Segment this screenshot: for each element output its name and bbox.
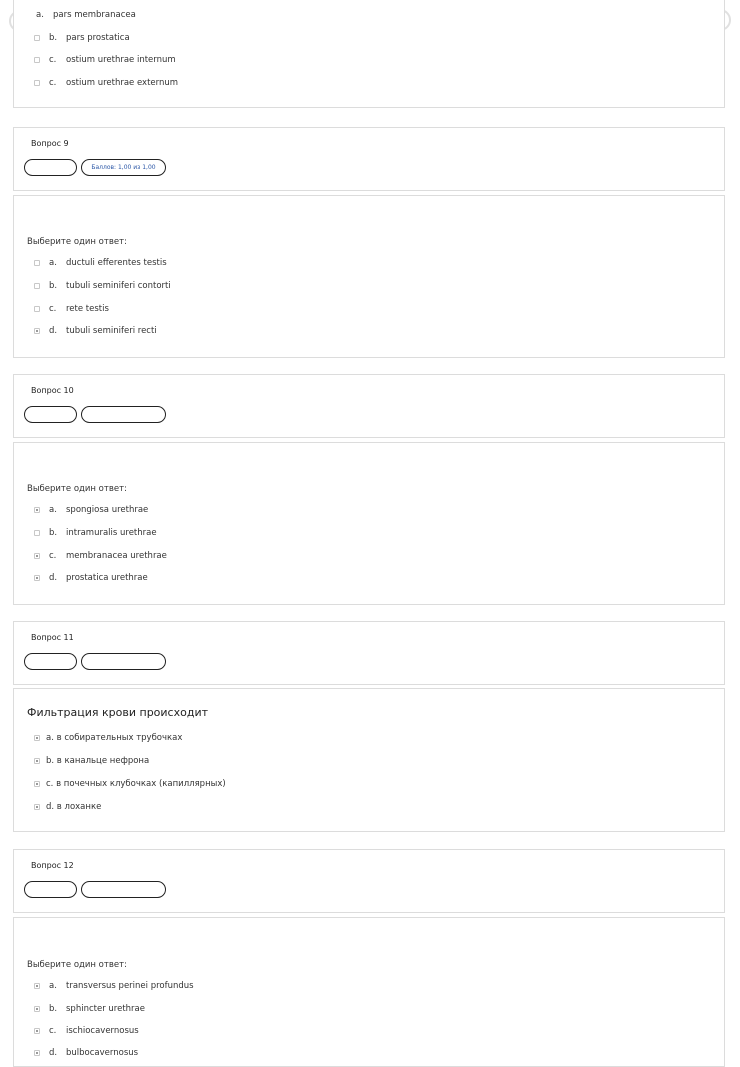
q11-option-b[interactable]: b. в канальце нефрона [34, 755, 149, 767]
q12-flag-button[interactable] [24, 881, 77, 898]
q9-flag-button[interactable] [24, 159, 77, 176]
q10-option-a[interactable]: a. spongiosa urethrae [34, 504, 148, 516]
q12-option-c[interactable]: c. ischiocavernosus [34, 1025, 139, 1037]
q10-answer-card [13, 442, 725, 605]
q11-option-a[interactable]: a. в собирательных трубочках [34, 732, 182, 744]
q10-radio-b[interactable] [34, 530, 40, 536]
q9-title: Вопрос 9 [31, 139, 69, 148]
q10-header-card [13, 374, 725, 438]
q10-option-b[interactable]: b. intramuralis urethrae [34, 527, 157, 539]
q11-question-text: Фильтрация крови происходит [27, 706, 209, 719]
q11-option-c[interactable]: c. в почечных клубочках (капиллярных) [34, 778, 226, 790]
q9-score-badge: Баллов: 1,00 из 1,00 [81, 159, 166, 176]
q12-option-a[interactable]: a. transversus perinei profundus [34, 980, 194, 992]
q8-radio-b[interactable] [34, 35, 40, 41]
q8-answer-card [13, 0, 725, 108]
q11-header-card [13, 621, 725, 685]
q11-option-d[interactable]: d. в лоханке [34, 801, 101, 813]
q9-header-card [13, 127, 725, 191]
q8-option-b[interactable]: b. pars prostatica [34, 32, 130, 44]
q8-radio-c[interactable] [34, 57, 40, 63]
q11-radio-a[interactable] [34, 735, 40, 741]
q9-radio-d[interactable] [34, 328, 40, 334]
q11-radio-c[interactable] [34, 781, 40, 787]
q9-answer-card [13, 195, 725, 358]
q9-radio-c[interactable] [34, 306, 40, 312]
q10-flag-button[interactable] [24, 406, 77, 423]
q12-radio-a[interactable] [34, 983, 40, 989]
q12-option-d[interactable]: d. bulbocavernosus [34, 1047, 138, 1059]
q12-header-card [13, 849, 725, 913]
q9-prompt: Выберите один ответ: [27, 237, 127, 247]
q12-radio-c[interactable] [34, 1028, 40, 1034]
q11-radio-b[interactable] [34, 758, 40, 764]
q10-radio-d[interactable] [34, 575, 40, 581]
q11-title: Вопрос 11 [31, 633, 74, 642]
q10-score-badge [81, 406, 166, 423]
q9-option-c[interactable]: c. rete testis [34, 303, 109, 315]
q9-option-d[interactable]: d. tubuli seminiferi recti [34, 325, 157, 337]
q10-option-d[interactable]: d. prostatica urethrae [34, 572, 148, 584]
q12-answer-card [13, 917, 725, 1067]
q10-radio-a[interactable] [34, 507, 40, 513]
q9-radio-b[interactable] [34, 283, 40, 289]
q10-option-c[interactable]: c. membranacea urethrae [34, 550, 167, 562]
q12-option-b[interactable]: b. sphincter urethrae [34, 1003, 145, 1015]
q10-radio-c[interactable] [34, 553, 40, 559]
q12-radio-b[interactable] [34, 1006, 40, 1012]
q9-option-b[interactable]: b. tubuli seminiferi contorti [34, 280, 171, 292]
q8-option-c[interactable]: c. ostium urethrae internum [34, 54, 176, 66]
q11-flag-button[interactable] [24, 653, 77, 670]
q10-title: Вопрос 10 [31, 386, 74, 395]
q12-title: Вопрос 12 [31, 861, 74, 870]
q11-radio-d[interactable] [34, 804, 40, 810]
q12-radio-d[interactable] [34, 1050, 40, 1056]
q10-prompt: Выберите один ответ: [27, 484, 127, 494]
q8-option-a[interactable]: a. pars membranacea [36, 10, 136, 20]
q9-option-a[interactable]: a. ductuli efferentes testis [34, 257, 167, 269]
q12-score-badge [81, 881, 166, 898]
q8-radio-d[interactable] [34, 80, 40, 86]
q9-radio-a[interactable] [34, 260, 40, 266]
q12-prompt: Выберите один ответ: [27, 960, 127, 970]
q11-score-badge [81, 653, 166, 670]
q11-answer-card [13, 688, 725, 832]
q8-option-d[interactable]: c. ostium urethrae externum [34, 77, 178, 89]
